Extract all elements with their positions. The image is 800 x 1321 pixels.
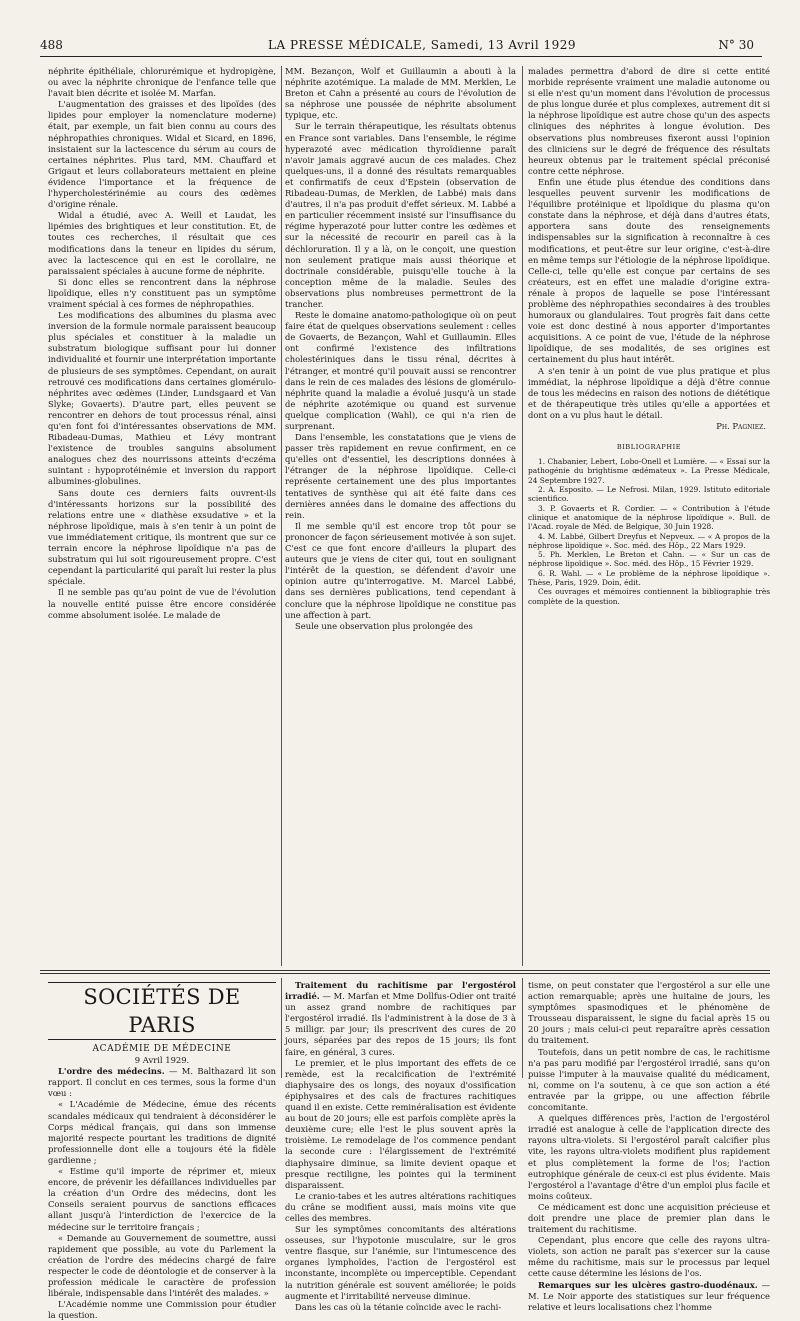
paragraph: « Demande au Gouvernement de soumettre, aussi rapidement que possible, au vote du Parlement la création de l'ordre des médecins chargé de faire respecter le code de déontologie et de conserver à la profession médicale le caractère de profession libérale, indispensable dans l'intérêt des malades. »	[48, 1232, 276, 1299]
bibliography-item: 6. R. Wahl. — « Le problème de la néphrose lipoïdique ». Thèse, Paris, 1929. Doin, édit.	[528, 568, 770, 588]
paragraph: « Estime qu'il importe de réprimer et, mieux encore, de prévenir les défaillances individuelles par la création d'un Ordre des médecins, dont les Conseils seraient pourvus de sanctions efficaces allant jusqu'à l'interdiction de l'exercice de la médecine sur le territoire français ;	[48, 1166, 276, 1232]
bibliography-note: Ces ouvrages et mémoires contiennent la bibliographie très complète de la question.	[528, 587, 770, 606]
page-header	[40, 36, 762, 57]
paragraph: Cependant, plus encore que celle des rayons ultra-violets, son action ne paraît pas s'exercer sur la cause même du rachitisme, mais sur le processus par lequel cette cause détermine les lésions de l'os.	[528, 1235, 770, 1279]
paragraph: « L'Académie de Médecine, émue des récents scandales médicaux qui tendraient à déconsidérer le Corps médical français, qui dans son immense majorité respecte pourtant les traditions de dignité professionnelle dont elle a toujours été la fidèle gardienne ;	[48, 1099, 276, 1165]
bibliography-item: 5. Ph. Merklen, Le Breton et Cahn. — « Sur un cas de néphrose lipoïdique ». Soc. méd. des Hôp., 15 Février 1929.	[528, 550, 770, 569]
paragraph: MM. Bezançon, Wolf et Guillaumin a abouti à la néphrite azotémique. La malade de MM. Merklen, Le Breton et Cahn a présenté au cours de l'évolution de sa néphrose une poussée de néphrite absolument typique, etc.	[285, 66, 516, 121]
paragraph: L'ordre des médecins. — M. Balthazard lit son rapport. Il conclut en ces termes, sous la forme d'un vœu :	[48, 1066, 277, 1099]
paragraph: Sur les symptômes concomitants des altérations osseuses, sur l'hypotonie musculaire, sur le gros ventre flasque, sur l'anémie, sur l'intumescence des organes lymphoïdes, l'action de l'ergostérol est inconstante, incomplète ou imperceptible. Cependant la nutrition générale est souvent améliorée; le poids augmente et l'irritabilité nerveuse diminue.	[285, 1224, 516, 1301]
column-rule-1	[281, 66, 282, 966]
paragraph: Le cranio-tabes et les autres altérations rachitiques du crâne se modifient aussi, mais moins vite que celles des membres.	[285, 1190, 516, 1223]
paragraph: Seule une observation plus prolongée des	[295, 620, 473, 631]
paragraph: Si donc elles se rencontrent dans la néphrose lipoïdique, elles n'y constituent pas un symptôme vraiment spécial à ces formes de néphropathies.	[48, 276, 276, 309]
societes-column-1	[48, 980, 277, 1321]
paragraph: malades permettra d'abord de dire si cette entité morbide représente vraiment une maladie autonome ou si elle n'est qu'un moment dans l'évolution de processus de plus longue durée et plus complexes, autrement dit si la néphrose lipoïdique est autre chose qu'un des aspects cliniques des néphrites à longue évolution. Des observations plus nombreuses fixeront aussi l'opinion des cliniciens sur le degré de fréquence des résultats heureux obtenus par le traitement spécial préconisé contre cette néphrose.	[528, 66, 770, 176]
paragraph: Sans doute ces derniers faits ouvrent-ils d'intéressants horizons sur la possibilité des relations entre une « diathèse exsudative » et la néphrose lipoïdique, mais à s'en tenir à un point de vue immédiatement critique, ils montrent que sur ce terrain encore la néphrose lipoïdique n'a pas de substratum qui lui soit rigoureusement propre. C'est cependant la particularité qui paraît lui rester la plus spéciale.	[48, 487, 276, 587]
bibliography-item: 2. A. Esposito. — Le Nefrosi. Milan, 1929. Istituto editoriale scientifico.	[528, 485, 770, 504]
paragraph: Ce médicament est donc une acquisition précieuse et doit prendre une place de premier plan dans le traitement du rachitisme.	[528, 1201, 770, 1235]
article-column-1	[48, 66, 276, 946]
academy-title: ACADÉMIE DE MÉDECINE	[92, 1044, 232, 1054]
bibliography-item: 1. Chabanier, Lebert, Lobo-Onell et Lumière. — « Essai sur la pathogénie du brightisme œdémateux ». La Presse Médicale, 24 Septembre 1927.	[528, 457, 770, 485]
paragraph: Remarques sur les ulcères gastro-duodénaux. — M. Le Noir apporte des statistiques sur leur fréquence relative et leurs localisations chez l'homme	[528, 1279, 770, 1312]
page-number: 488	[40, 38, 63, 52]
societes-column-2	[285, 980, 516, 1312]
article-column-3	[528, 66, 770, 966]
issue-number: N° 30	[718, 38, 754, 52]
paragraph: L'augmentation des graisses et des lipoïdes (des lipides pour employer la nomenclature moderne) était, par exemple, un fait bien connu au cours des néphropathies chroniques. Widal et Sicard, en 1896, insistaient sur la lactescence du sérum au cours de certaines néphrites. Plus tard, MM. Chauffard et Grigaut et leurs collaborateurs mettaient en pleine évidence l'importance et la fréquence de l'hypercholestérinémie au cours des œdèmes d'origine rénale.	[48, 99, 276, 210]
column-rule-2	[522, 66, 523, 966]
section-separator	[40, 970, 770, 971]
paragraph: Les modifications des albumines du plasma avec inversion de la formule normale paraissent beaucoup plus spéciales et constituer à la maladie un substratum biologique suffisant pour lui donner individualité et fournir une interprétation importante de plusieurs de ses symptômes. Cependant, on aurait retrouvé ces modifications dans certaines glomérulo-néphrites avec œdèmes (Linder, Lundsgaard et Van Slyke; Govaerts). D'autre part, elles peuvent se rencontrer en dehors de tout processus rénal, ainsi qu'en font foi d'intéressantes observations de MM. Ribadeau-Dumas, Mathieu et Lévy montrant l'existence de troubles sanguins absolument analogues chez des nourrissons atteints d'eczéma suintant : hypoprotéinémie et inversion du rapport albumines-globulines.	[48, 310, 276, 487]
paragraph: L'Académie nomme une Commission pour étudier la question.	[48, 1299, 276, 1321]
paragraph: néphrite épithéliale, chlorurémique et hydropigène, ou avec la néphrite chronique de l'enfance telle que l'avait bien décrite et isolée M. Marfan.	[48, 66, 276, 99]
section-title: SOCIÉTÉS DE PARIS	[83, 985, 241, 1037]
paragraph: Dans les cas où la tétanie coïncide avec le rachi-	[295, 1301, 502, 1312]
paragraph: Il ne semble pas qu'au point de vue de l'évolution la nouvelle entité puisse être encore considérée comme absolument isolée. Le malade de	[48, 587, 276, 620]
paragraph: Traitement du rachitisme par l'ergostérol irradié. — M. Marfan et Mme Dollfus-Odier ont traité un assez grand nombre de rachitiques par l'ergostérol irradié. Ils l'administrent à la dose de 3 à 5 milligr. par jour; ils prescrivent des cures de 20 jours, séparées par des repos de 15 jours; ils font faire, en général, 3 cures.	[285, 980, 516, 1057]
paragraph: Toutefois, dans un petit nombre de cas, le rachitisme n'a pas paru modifié par l'ergostérol irradié, sans qu'on puisse l'imputer à la mauvaise qualité du médicament, ni, comme on l'a soutenu, à ce que son action a été entravée par la grippe, ou une affection fébrile concomitante.	[528, 1046, 770, 1113]
paragraph: Widal a étudié, avec A. Weill et Laudat, les lipémies des brightiques et leur constitution. Et, de toutes ces recherches, il résultait que ces modifications dans la teneur en lipides du sérum, avec la lactescence qui en est le corollaire, ne paraissaient spéciales à aucune forme de néphrite.	[48, 210, 276, 276]
bibliography-title: BIBLIOGRAPHIE	[616, 443, 682, 452]
paragraph: Il me semble qu'il est encore trop tôt pour se prononcer de façon sérieusement motivée à son sujet. C'est ce que font encore d'ailleurs la plupart des auteurs que je viens de citer qui, tout en soulignant l'intérêt de la question, se défendent d'avoir une opinion autre qu'interrogative. M. Marcel Labbé, dans ses dernières publications, tend cependant à conclure que la néphrose lipoïdique ne constitue pas une affection à part.	[285, 520, 516, 620]
paragraph: A s'en tenir à un point de vue plus pratique et plus immédiat, la néphrose lipoïdique a déjà d'être connue de tous les médecins en raison des notions de diététique et de thérapeutique très utiles qu'elle a apportées et dont on a vu plus haut le détail.	[528, 365, 770, 420]
bibliography-item: 3. P. Govaerts et R. Cordier. — « Contribution à l'étude clinique et anatomique de la néphrose lipoïdique ». Bull. de l'Acad. royale de Méd. de Belgique, 30 Juin 1928.	[528, 503, 770, 532]
bibliography-list	[528, 457, 770, 606]
article-column-2	[285, 66, 516, 966]
paragraph: Sur le terrain thérapeutique, les résultats obtenus en France sont variables. Dans l'ensemble, le régime hyperazoté avec médication thyroïdienne paraît n'avoir jamais aggravé aucun de ces malades. Chez quelques-uns, il a donné des résultats remarquables et confirmatifs de ceux d'Epstein (observation de Ribadeau-Dumas, de Merklen, de Labbé) mais dans d'autres, il n'a pas produit d'effet sérieux. M. Labbé a en particulier récemment insisté sur l'insuffisance du régime hyperazoté pour lutter contre les œdèmes et sur la nécessité de recourir en pareil cas à la déchloruration. Il y a là, on le conçoit, une question non seulement pratique mais aussi théorique et doctrinale considérable, puisqu'elle touche à la conception même de la maladie. Seules des observations plus nombreuses permettront de la trancher.	[285, 121, 516, 309]
session-date: 9 Avril 1929.	[134, 1055, 190, 1066]
paragraph: Le premier, et le plus important des effets de ce remède, est la recalcification de l'extrémité diaphysaire des os longs, des noyaux d'ossification épiphysaires et des cals de fractures rachitiques quand il en existe. Cette reminéralisation est évidente au bout de 20 jours; elle est parfois complète après la deuxième cure; elle l'est le plus souvent après la troisième. Le remodelage de l'os commence pendant la seconde cure : l'élargissement de l'extrémité diaphysaire diminue, sa limite devient opaque et presque rectiligne, les pointes qui la terminent disparaissent.	[285, 1057, 516, 1190]
column-rule-lower-2	[522, 978, 523, 1078]
paragraph: Enfin une étude plus étendue des conditions dans lesquelles peuvent survenir les modifications de l'équilibre protéinique et lipoïdique du plasma qu'on constate dans la néphrose, et déjà dans d'autres états, apportera sans doute des renseignements indispensables sur la signification à reconnaître à ces modifications, et peut-être sur leur origine, c'est-à-dire en même temps sur l'étiologie de la néphrose lipoïdique. Celle-ci, telle qu'elle est conçue par certains de ses créateurs, est en effet une maladie d'origine extra-rénale à propos de laquelle se pose l'intéressant problème des néphropathies secondaires à des troubles humoraux ou glandulaires. Tout progrès fait dans cette voie est donc destiné à nous apporter d'importantes acquisitions. A ce point de vue, l'étude de la néphrose lipoïdique, de ses modalités, de ses origines est certainement du plus haut intérêt.	[528, 176, 770, 365]
paragraph: tisme, on peut constater que l'ergostérol a sur elle une action remarquable; après une huitaine de jours, les symptômes spasmodiques et le phénomène de Trousseau disparaissent, le signe du facial après 15 ou 20 jours ; mais celui-ci peut reparaître après cessation du traitement.	[528, 980, 770, 1046]
paragraph: Reste le domaine anatomo-pathologique où on peut faire état de quelques observations seulement : celles de Govaerts, de Bezançon, Wahl et Guillaumin. Elles ont confirmé l'existence des infiltrations cholestériniques dans le tissu rénal, décrites à l'étranger, et montré qu'il pouvait aussi se rencontrer dans le rein de ces malades des lésions de glomérulo-néphrite quand la maladie a évolué jusqu'à un stade de néphrite azotémique ou quand est survenue quelque complication (Wahl), ce qui n'a rien de surprenant.	[285, 310, 516, 431]
publication-title: LA PRESSE MÉDICALE, Samedi, 13 Avril 1929	[268, 38, 577, 52]
author-signature: Ph. Pagniez.	[716, 421, 766, 431]
societes-column-3	[528, 980, 770, 1312]
section-separator	[40, 973, 770, 974]
column-rule-lower-1	[281, 978, 282, 1078]
paragraph: Dans l'ensemble, les constatations que je viens de passer très rapidement en revue confirment, en ce qu'elles ont d'essentiel, les descriptions données à l'étranger de la néphrose lipoïdique. Celle-ci représente certainement une des plus importantes tentatives de synthèse qui ait été faite dans ces dernières années dans le domaine des affections du rein.	[285, 432, 516, 520]
paragraph: A quelques différences près, l'action de l'ergostérol irradié est analogue à celle de l'application directe des rayons ultra-violets. Si l'ergostérol paraît calcifier plus vite, les rayons ultra-violets modifient plus rapidement et plus complètement la forme de l'os; l'action eutrophique générale de ceux-ci est plus évidente. Mais l'ergostérol a l'avantage d'être d'un emploi plus facile et moins coûteux.	[528, 1113, 770, 1201]
bibliography-item: 4. M. Labbé, Gilbert Dreyfus et Nepveux. — « A propos de la néphrose lipoïdique ». Soc. méd. des Hôp., 22 Mars 1929.	[528, 531, 770, 550]
